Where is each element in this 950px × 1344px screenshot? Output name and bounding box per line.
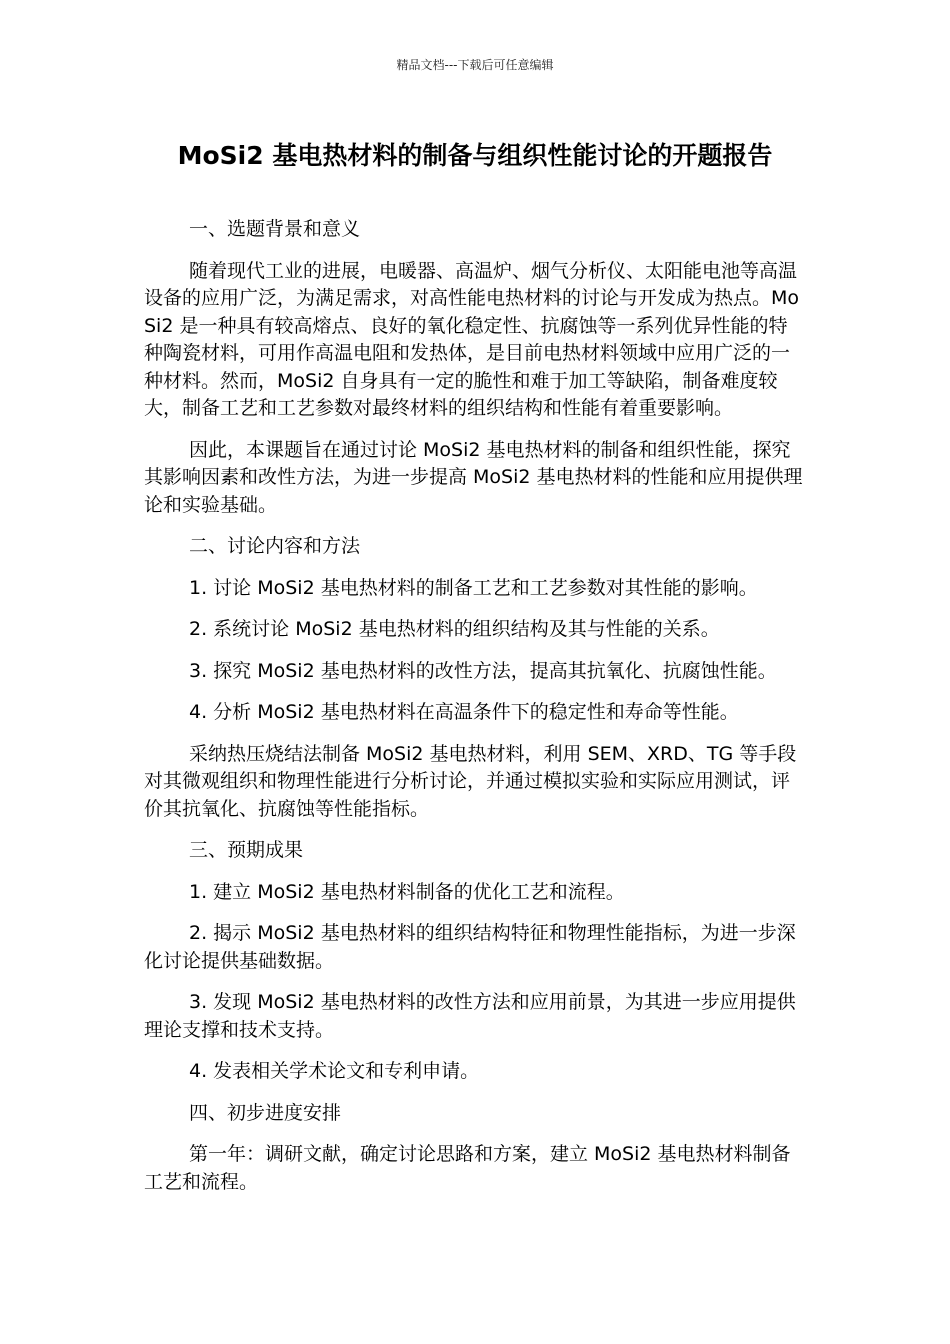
research-item-3: 3. 探究 MoSi2 基电热材料的改性方法，提高其抗氧化、抗腐蚀性能。 [189,659,777,682]
page-header: 精品文档---下载后可任意编辑 [396,58,554,72]
paragraph-background: 随着现代工业的进展，电暖器、高温炉、烟气分析仪、太阳能电池等高温设备的应用广泛，为满足需求，对高性能电热材料的讨论与开发成为热点。MoSi2 是一种具有较高熔点、良好的氧化稳定性、抗腐蚀等一系列优异性能的特种陶瓷材料，可用作高温电阻和发热体，是目前电热材料领域中应用广泛的一种材料。然而，MoSi2 自身具有一定的脆性和难于加工等缺陷，制备难度较大，制备工艺和工艺参数对最终材料的组织结构和性能有着重要影响。 [144,259,800,419]
document-title: MoSi2 基电热材料的制备与组织性能讨论的开题报告 [177,141,773,170]
section-heading-2: 二、讨论内容和方法 [189,535,361,557]
paragraph-method: 采纳热压烧结法制备 MoSi2 基电热材料，利用 SEM、XRD、TG 等手段对其微观组织和物理性能进行分析讨论，并通过模拟实验和实际应用测试，评价其抗氧化、抗腐蚀等性能指标。 [144,742,797,820]
outcome-item-1: 1. 建立 MoSi2 基电热材料制备的优化工艺和流程。 [189,880,625,903]
section-heading-1: 一、选题背景和意义 [189,218,361,240]
outcome-item-4: 4. 发表相关学术论文和专利申请。 [189,1060,480,1082]
outcome-item-3: 3. 发现 MoSi2 基电热材料的改性方法和应用前景，为其进一步应用提供理论支撑和技术支持。 [144,991,796,1041]
paragraph-purpose: 因此，本课题旨在通过讨论 MoSi2 基电热材料的制备和组织性能，探究其影响因素和改性方法，为进一步提高 MoSi2 基电热材料的性能和应用提供理论和实验基础。 [144,438,803,516]
section-heading-3: 三、预期成果 [189,839,304,861]
outcome-item-2: 2. 揭示 MoSi2 基电热材料的组织结构特征和物理性能指标，为进一步深化讨论提供基础数据。 [144,922,796,972]
schedule-year-1: 第一年：调研文献，确定讨论思路和方案，建立 MoSi2 基电热材料制备工艺和流程。 [144,1143,791,1193]
section-heading-4: 四、初步进度安排 [189,1101,342,1124]
research-item-1: 1. 讨论 MoSi2 基电热材料的制备工艺和工艺参数对其性能的影响。 [189,576,758,599]
research-item-2: 2. 系统讨论 MoSi2 基电热材料的组织结构及其与性能的关系。 [189,618,720,640]
research-item-4: 4. 分析 MoSi2 基电热材料在高温条件下的稳定性和寿命等性能。 [189,701,739,723]
document-body [144,216,804,1210]
